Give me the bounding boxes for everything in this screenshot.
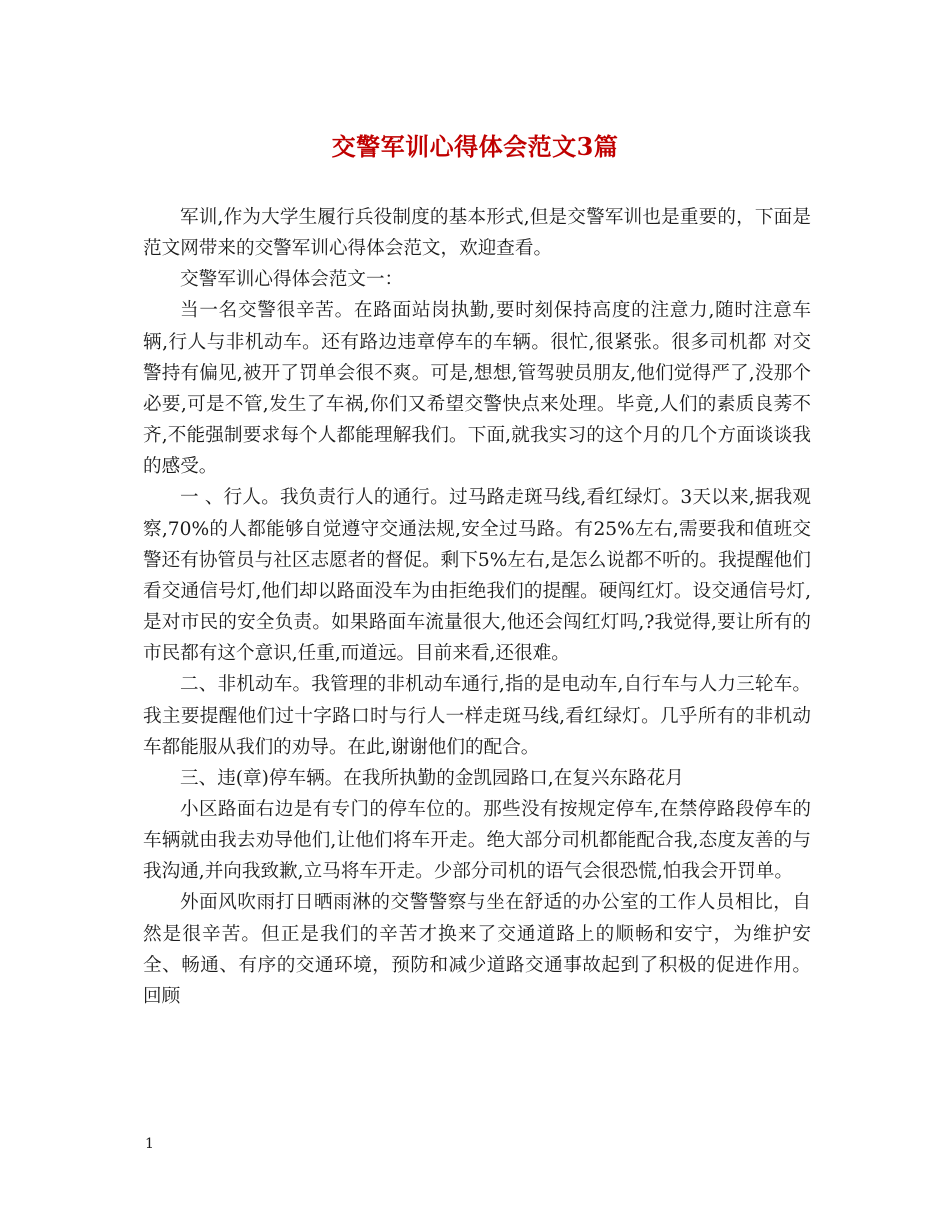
paragraph-essay-heading: 交警军训心得体会范文一： [180, 269, 404, 291]
paragraph-pedestrians: 一 、行人。我负责行人的通行。过马路走斑马线,看红绿灯。3天以来,据我观察,70%的人都能够自觉遵守交通法规,安全过马路。有25%左右,需要我和值班交警还有协管员与社区志愿者的督促。剩下5%左右,是怎么说都不听的。我提醒他们看交通信号灯,他们却以路面没车为由拒绝我们的提醒。硬闯红灯。设交通信号灯,是对市民的安全负责。如果路面车流量很大,他还会闯红灯吗,?我觉得,要让所有的市民都有这个意识,任重,而道远。目前来看,还很难。 [143, 487, 811, 665]
paragraph-illegal-parking: 三、违(章)停车辆。在我所执勤的金凯园路口,在复兴东路花月 [180, 767, 684, 789]
paragraph-parking-detail: 小区路面右边是有专门的停车位的。那些没有按规定停车,在禁停路段停车的车辆就由我去劝导他们,让他们将车开走。绝大部分司机都能配合我,态度友善的与我沟通,并向我致歉,立马将车开走。少部分司机的语气会很恐慌,怕我会开罚单。 [143, 798, 811, 883]
paragraph-conclusion: 外面风吹雨打日晒雨淋的交警警察与坐在舒适的办公室的工作人员相比，自然是很辛苦。但正是我们的辛苦才换来了交通道路上的顺畅和安宁，为维护安全、畅通、有序的交通环境，预防和减少道路交通事故起到了积极的促进作用。回顾 [143, 892, 811, 1007]
document-body [143, 202, 811, 1012]
paragraph-non-motor-vehicles: 二、非机动车。我管理的非机动车通行,指的是电动车,自行车与人力三轮车。我主要提醒他们过十字路口时与行人一样走斑马线,看红绿灯。几乎所有的非机动车都能服从我们的劝导。在此,谢谢他们的配合。 [143, 674, 811, 758]
document-title: 交警军训心得体会范文3篇 [331, 132, 619, 161]
paragraph-intro: 军训,作为大学生履行兵役制度的基本形式,但是交警军训也是重要的，下面是范文网带来的交警军训心得体会范文，欢迎查看。 [143, 207, 811, 260]
paragraph-hardship: 当一名交警很辛苦。在路面站岗执勤,要时刻保持高度的注意力,随时注意车辆,行人与非机动车。还有路边违章停车的车辆。很忙,很紧张。很多司机都 对交警持有偏见,被开了罚单会很不爽。可是,想想,管驾驶员朋友,他们觉得严了,没那个必要,可是不管,发生了车祸,你们又希望交警快点来处理。毕竟,人们的素质良莠不齐,不能强制要求每个人都能理解我们。下面,就我实习的这个月的几个方面谈谈我的感受。 [143, 300, 811, 478]
page-number: 1 [145, 1136, 154, 1152]
